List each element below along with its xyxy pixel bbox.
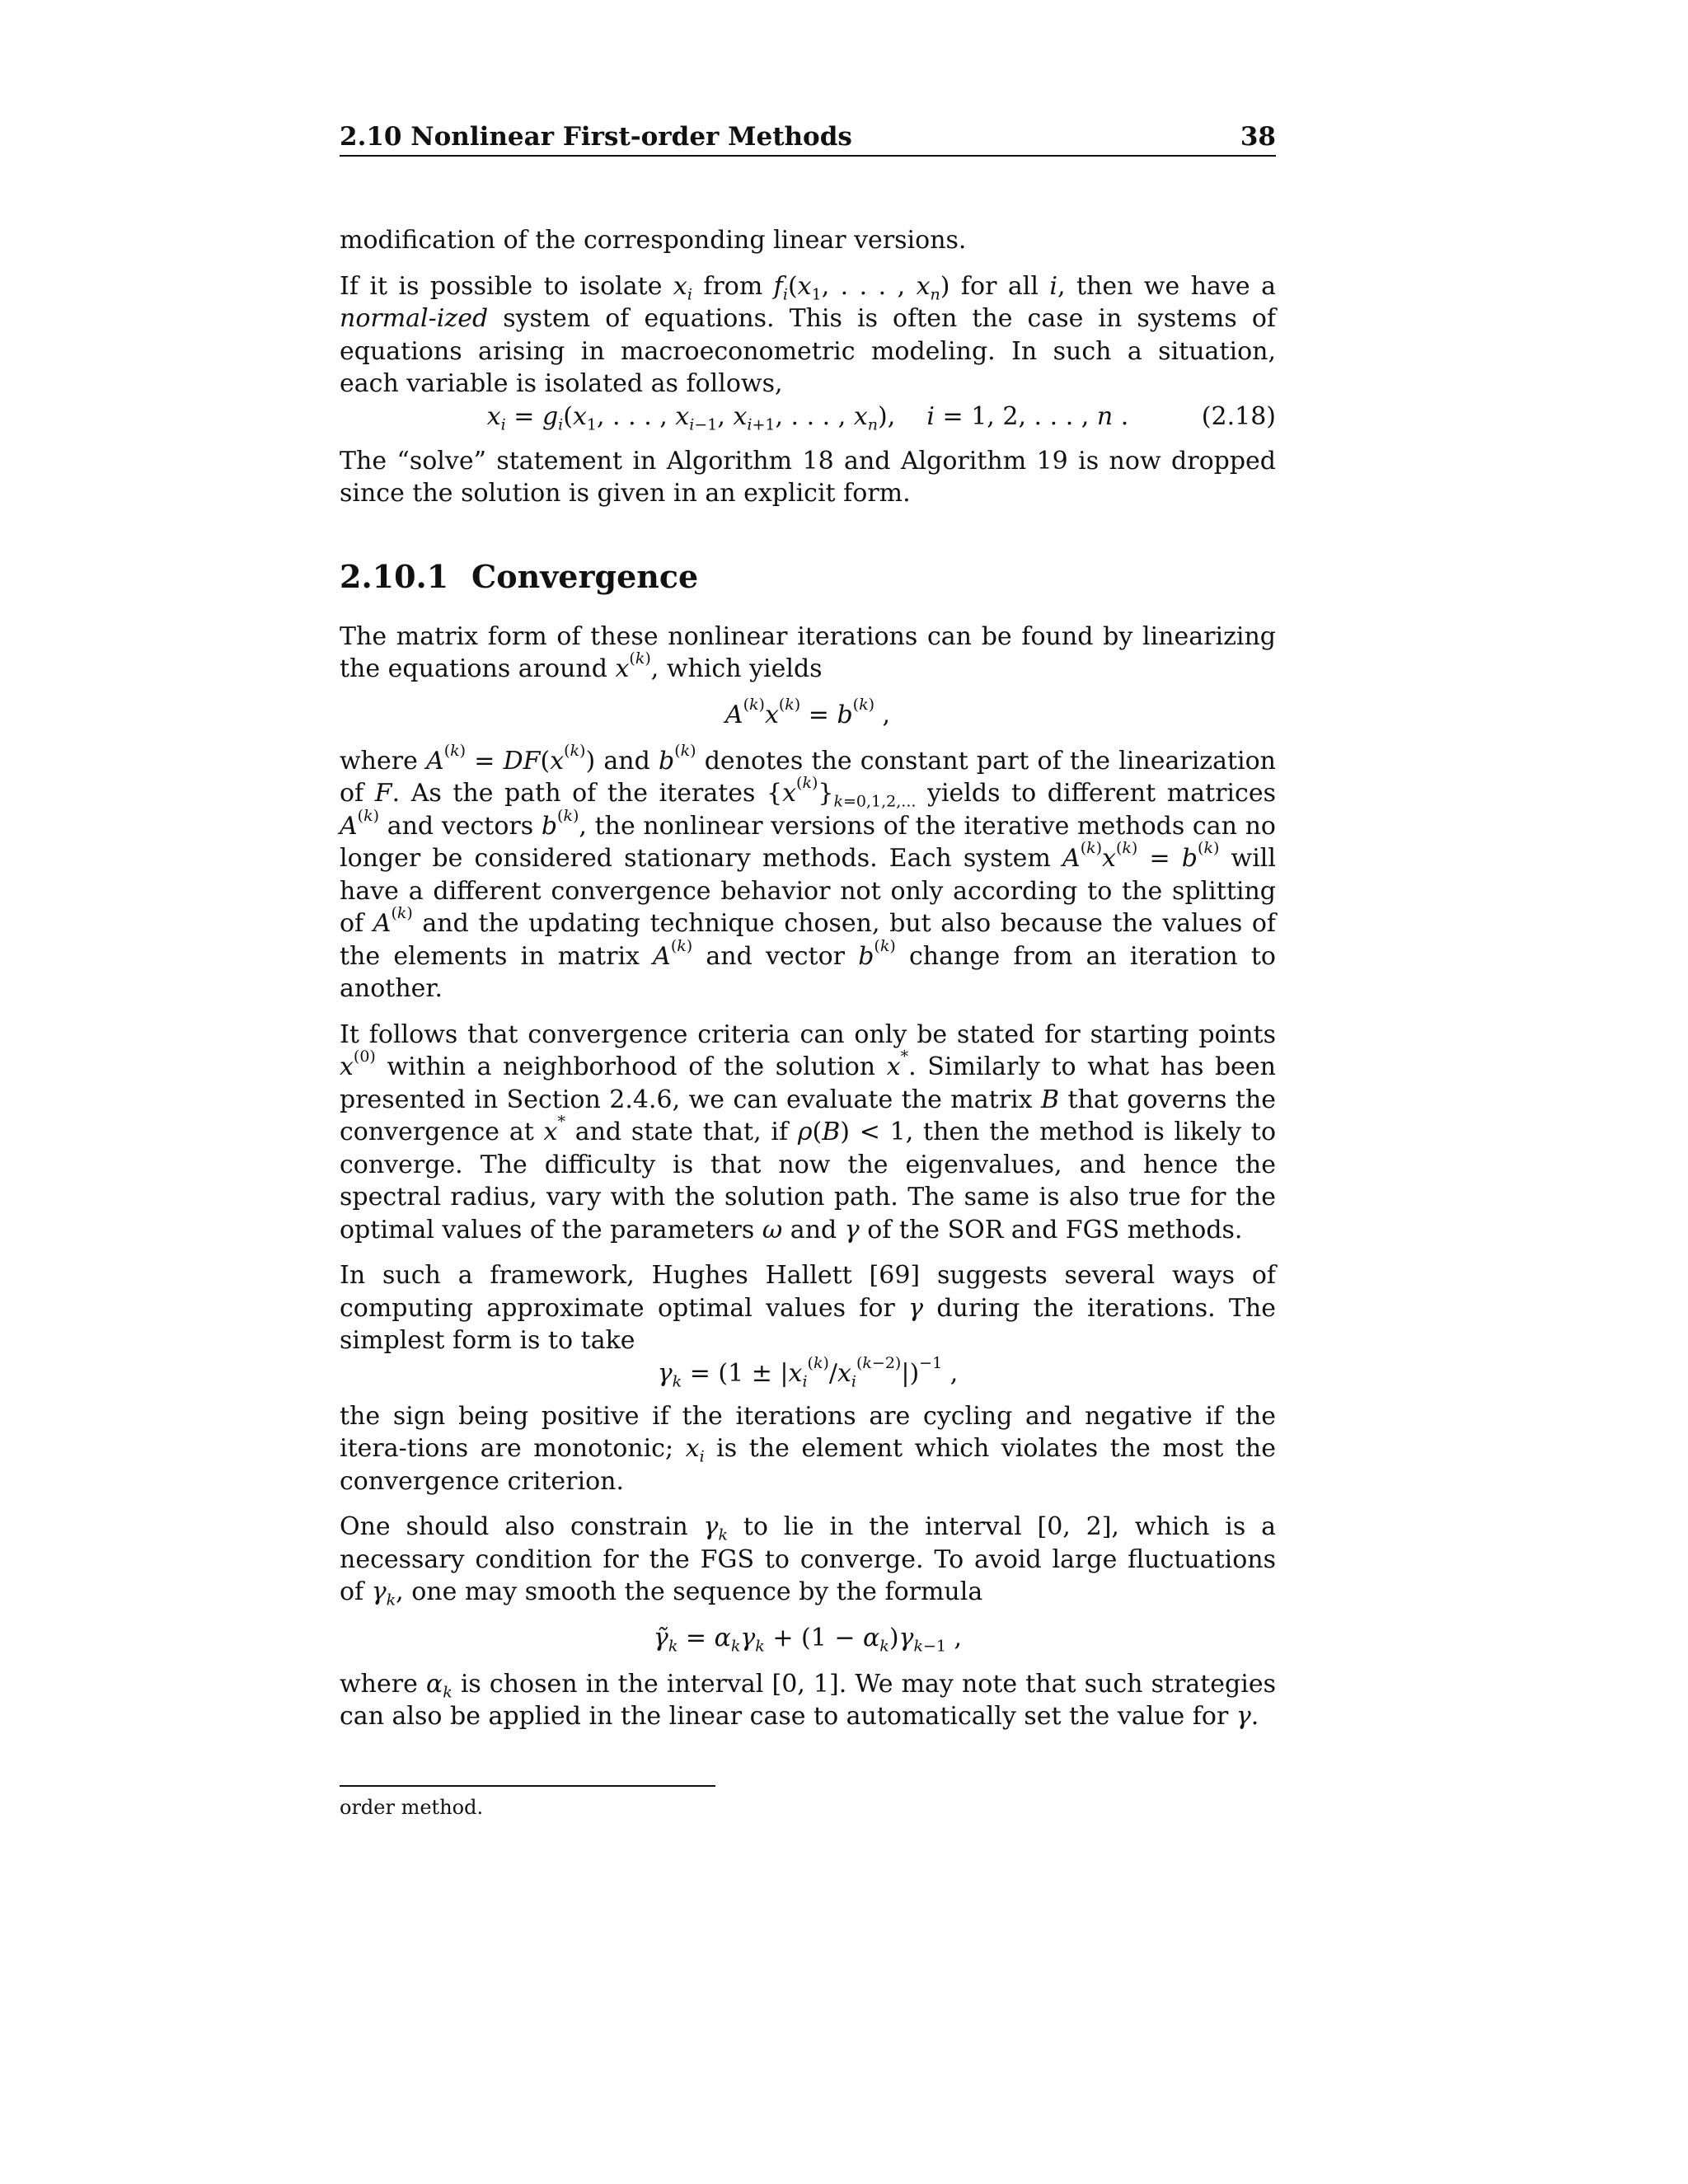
running-head (340, 120, 1276, 157)
equation-number: (2.18) (1201, 401, 1276, 431)
paragraph-0: modification of the corresponding linear versions. (340, 226, 967, 255)
footnote: order method. (340, 1796, 484, 1819)
equation-gamma-k: $\gamma_k = (1 \pm |x_i^{(k)}/x_i^{(k-2)}|)^{-1}$ , (657, 1353, 959, 1391)
paragraph-2: The “solve” statement in Algorithm 18 and Algorithm 19 is now dropped since the solution is given in an explicit form. (340, 446, 1276, 508)
page-number: 38 (1240, 122, 1276, 152)
section-title: Convergence (471, 557, 699, 595)
paragraph-1: If it is possible to isolate $x_i$ from $f_i(x_1$, . . . , $x_n$) for all i, then we have a normal-ized system of equations. This is often the case in systems of equations arising in macroeconometric modeling. In such a situation, each variable is isolated as follows, (340, 271, 1276, 398)
paragraph-7: the sign being positive if the iterations are cycling and negative if the itera-tions are monotonic; $x_i$ is the element which violates the most the convergence criterion. (340, 1401, 1276, 1496)
section-heading (340, 558, 1276, 596)
equation-2-18: $x_i = g_i(x_1$, . . . , $x_{i-1}$, $x_{i+1}$, . . . , $x_n$), i = 1, 2, . . . , n . (2.18) (486, 401, 1276, 434)
equation-linearized-system: $A^{(k)}x^{(k)} = b^{(k)}$ , (724, 695, 891, 729)
section-number: 2.10.1 (340, 557, 449, 595)
body-text (340, 224, 1276, 1733)
footnote-rule (340, 1785, 715, 1787)
paragraph-8: One should also constrain $\gamma_k$ to lie in the interval [0, 2], which is a necessary condition for the FGS to converge. To avoid large fluctuations of $\gamma_k$, one may smooth the sequence by the formula (340, 1512, 1276, 1610)
equation-gamma-smoothing: $\gammã_k = \alpha_k\gamma_k + (1 - \alpha_k)\gamma_{k-1}$ , (653, 1623, 963, 1656)
running-head-title: 2.10 Nonlinear First-order Methods (340, 122, 852, 152)
paragraph-4: where $A^{(k)} = DF(x^{(k)})$ and $b^{(k)}$ denotes the constant part of the linearization of F. As the path of the iterates $\{x^{(k)}\}_{k=0,1,2,...}$ yields to different matrices $A^{(k)}$ and vectors $b^{(k)}$, the nonlinear versions of the iterative methods can no longer be considered stationary methods. Each system $A^{(k)}x^{(k)} = b^{(k)}$ will have a different convergence behavior not only according to the splitting of $A^{(k)}$ and the updating technique chosen, but also because the values of the elements in matrix $A^{(k)}$ and vector $b^{(k)}$ change from an iteration to another. (340, 741, 1277, 1003)
paragraph-9: where $\alpha_k$ is chosen in the interval [0, 1]. We may note that such strategies can also be applied in the linear case to automatically set the value for γ. (340, 1669, 1277, 1731)
paragraph-5: It follows that convergence criteria can only be stated for starting points $x^{(0)}$ within a neighborhood of the solution x*. Similarly to what has been presented in Section 2.4.6, we can evaluate the matrix B that governs the convergence at x* and state that, if ρ(B) < 1, then the method is likely to converge. The difficulty is that now the eigenvalues, and hence the spectral radius, vary with the solution path. The same is also true for the optimal values of the parameters ω and γ of the SOR and FGS methods. (340, 1019, 1277, 1244)
emphasis-normalized: normal-ized (340, 304, 489, 333)
paragraph-3: The matrix form of these nonlinear iterations can be found by linearizing the equations around $x^{(k)}$, which yields (340, 621, 1276, 683)
paragraph-6: In such a framework, Hughes Hallett [69] suggests several ways of computing approximate optimal values for γ during the iterations. The simplest form is to take (340, 1261, 1277, 1355)
